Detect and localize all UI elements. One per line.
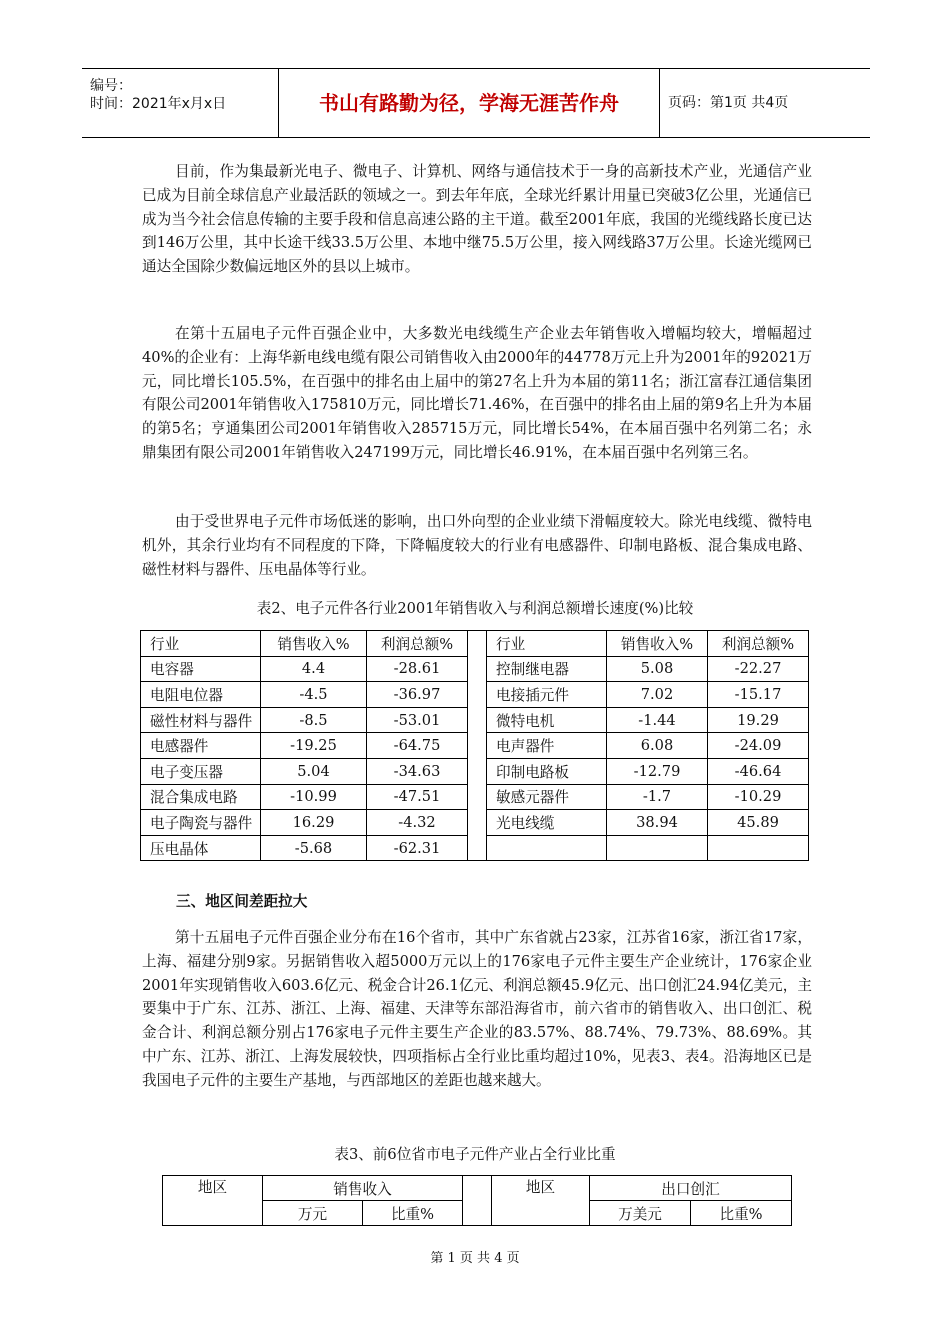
table-header-cell: 出口创汇 — [590, 1176, 792, 1201]
table-cell: 微特电机 — [487, 707, 607, 733]
table-cell: -10.99 — [261, 784, 367, 810]
table-header-cell: 比重% — [691, 1201, 792, 1226]
table2-caption: 表2、电子元件各行业2001年销售收入与利润总额增长速度(%)比较 — [256, 600, 694, 617]
table-cell: 电感器件 — [141, 733, 261, 759]
table-cell: 16.29 — [261, 810, 367, 836]
table-cell: -28.61 — [367, 656, 468, 682]
table-cell: 控制继电器 — [487, 656, 607, 682]
table-cell: -8.5 — [261, 707, 367, 733]
table3 — [162, 1175, 792, 1226]
table-cell: -12.79 — [607, 758, 708, 784]
table-header-cell: 行业 — [141, 631, 261, 657]
section3-paragraph: 第十五届电子元件百强企业分布在16个省市，其中广东省就占23家，江苏省16家，浙江省17家，上海、福建分别9家。另据销售收入超5000万元以上的176家电子元件主要生产企业统计，176家企业2001年实现销售收入603.6亿元、税金合计26.1亿元、利润总额45.9亿元、出口创汇24.94亿美元，主要集中于广东、江苏、浙江、上海、福建、天津等东部沿海省市，前六省市的销售收入、出口创汇、税金合计、利润总额分别占176家电子元件主要生产企业的83.57%、88.74%、79.73%、88.69%。其中广东、江苏、浙江、上海发展较快，四项指标占全行业比重均超过10%，见表3、表4。沿海地区已是我国电子元件的主要生产基地，与西部地区的差距也越来越大。 — [142, 929, 812, 1089]
page-footer: 第 1 页 共 4 页 — [430, 1251, 520, 1266]
table-cell: -62.31 — [367, 835, 468, 861]
page-header — [82, 68, 870, 138]
header-motto: 书山有路勤为径，学海无涯苦作舟 — [279, 69, 660, 137]
table-header-cell: 万美元 — [590, 1201, 691, 1226]
table-cell: 磁性材料与器件 — [141, 707, 261, 733]
table-cell: 电子陶瓷与器件 — [141, 810, 261, 836]
table-cell: -24.09 — [708, 733, 809, 759]
table-header-cell: 地区 — [492, 1176, 590, 1226]
table-gap-column — [463, 1176, 492, 1226]
header-info — [82, 69, 279, 137]
table-cell: 电声器件 — [487, 733, 607, 759]
table-cell: -1.44 — [607, 707, 708, 733]
table-cell: 7.02 — [607, 682, 708, 708]
table-gap-column — [468, 631, 487, 861]
table-cell: -47.51 — [367, 784, 468, 810]
table-cell: -4.5 — [261, 682, 367, 708]
table-cell: 电阻电位器 — [141, 682, 261, 708]
table-cell: 19.29 — [708, 707, 809, 733]
table-header-cell: 万元 — [263, 1201, 363, 1226]
table-cell — [708, 835, 809, 861]
table-cell: -10.29 — [708, 784, 809, 810]
table-cell: -36.97 — [367, 682, 468, 708]
table-header-cell: 利润总额% — [708, 631, 809, 657]
table-cell: 6.08 — [607, 733, 708, 759]
table-cell: -22.27 — [708, 656, 809, 682]
paragraph-2: 在第十五届电子元件百强企业中，大多数光电线缆生产企业去年销售收入增幅均较大，增幅超过40%的企业有：上海华新电线电缆有限公司销售收入由2000年的44778万元上升为2001年的92021万元，同比增长105.5%，在百强中的排名由上届中的第27名上升为本届的第11名；浙江富春江通信集团有限公司2001年销售收入175810万元，同比增长71.46%，在百强中的排名由上届的第9名上升为本届的第5名；亨通集团公司2001年销售收入285715万元，同比增长54%，在本届百强中名列第二名；永鼎集团有限公司2001年销售收入247199万元，同比增长46.91%，在本届百强中名列第三名。 — [142, 325, 812, 461]
section3-heading: 三、地区间差距拉大 — [176, 893, 308, 910]
table-cell: 敏感元器件 — [487, 784, 607, 810]
table-cell: -1.7 — [607, 784, 708, 810]
document-time-label: 时间：2021年x月x日 — [90, 96, 227, 112]
table-header-row — [163, 1176, 792, 1201]
table-cell: 电容器 — [141, 656, 261, 682]
table3-caption: 表3、前6位省市电子元件产业占全行业比重 — [334, 1146, 616, 1163]
table-cell: 45.89 — [708, 810, 809, 836]
table-header-cell: 地区 — [163, 1176, 263, 1226]
table-cell: 压电晶体 — [141, 835, 261, 861]
table-header-cell: 行业 — [487, 631, 607, 657]
header-page-number: 页码：第1页 共4页 — [668, 95, 789, 111]
table-cell: 4.4 — [261, 656, 367, 682]
table-header-cell: 销售收入 — [263, 1176, 463, 1201]
document-number-label: 编号： — [90, 78, 132, 94]
table-cell: 38.94 — [607, 810, 708, 836]
table-cell: 电接插元件 — [487, 682, 607, 708]
table-cell: -15.17 — [708, 682, 809, 708]
table-cell: -19.25 — [261, 733, 367, 759]
table-cell: -53.01 — [367, 707, 468, 733]
table-cell: -46.64 — [708, 758, 809, 784]
table-header-cell: 销售收入% — [607, 631, 708, 657]
table-header-cell: 销售收入% — [261, 631, 367, 657]
table-cell: 5.08 — [607, 656, 708, 682]
table-cell: 混合集成电路 — [141, 784, 261, 810]
table-cell: -64.75 — [367, 733, 468, 759]
table-header-row — [141, 631, 809, 657]
paragraph-1: 目前，作为集最新光电子、微电子、计算机、网络与通信技术于一身的高新技术产业，光通信产业已成为目前全球信息产业最活跃的领域之一。到去年年底，全球光纤累计用量已突破3亿公里，光通信已成为当今社会信息传输的主要手段和信息高速公路的主干道。截至2001年底，我国的光缆线路长度已达到146万公里，其中长途干线33.5万公里、本地中继75.5万公里，接入网线路37万公里。长途光缆网已通达全国除少数偏远地区外的县以上城市。 — [142, 163, 812, 276]
table-header-cell: 利润总额% — [367, 631, 468, 657]
paragraph-3: 由于受世界电子元件市场低迷的影响，出口外向型的企业业绩下滑幅度较大。除光电线缆、微特电机外，其余行业均有不同程度的下降，下降幅度较大的行业有电感器件、印制电路板、混合集成电路、磁性材料与器件、压电晶体等行业。 — [142, 513, 812, 578]
table-cell: -5.68 — [261, 835, 367, 861]
table-cell: 光电线缆 — [487, 810, 607, 836]
table-cell: -34.63 — [367, 758, 468, 784]
table-cell — [607, 835, 708, 861]
table2 — [140, 630, 809, 861]
table-header-cell: 比重% — [363, 1201, 463, 1226]
table-cell — [487, 835, 607, 861]
table-cell: 5.04 — [261, 758, 367, 784]
table-cell: 电子变压器 — [141, 758, 261, 784]
table-cell: -4.32 — [367, 810, 468, 836]
table-cell: 印制电路板 — [487, 758, 607, 784]
